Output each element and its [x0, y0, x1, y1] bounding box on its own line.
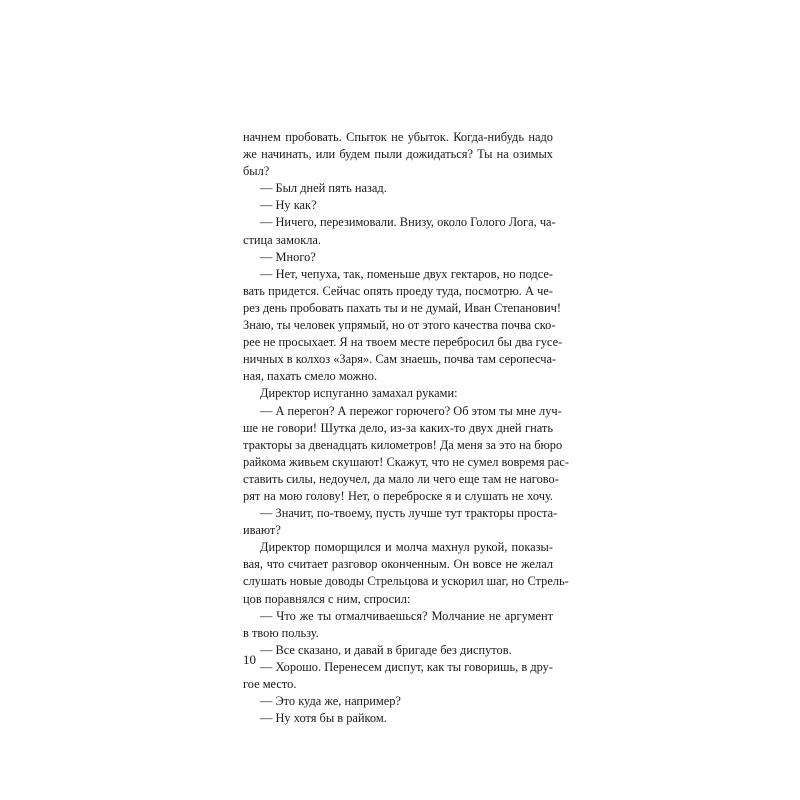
text-line: вая, что считает разговор оконченным. Он вовсе не желал: [243, 557, 553, 572]
text-line: цов поравнялся с ним, спросил:: [243, 591, 411, 606]
text-line: — Что же ты отмалчиваешься? Молчание не аргумент: [260, 608, 553, 623]
text-line: — Был дней пять назад.: [260, 181, 387, 196]
text-line: Директор испуганно замахал руками:: [260, 386, 458, 401]
text-line: стица замокла.: [243, 232, 322, 247]
page-number: 10: [243, 652, 256, 667]
text-line: Директор поморщился и молча махнул рукой, показы-: [260, 540, 553, 555]
text-line: ивают?: [243, 523, 281, 538]
text-line: начнем пробовать. Спыток не убыток. Когда-нибудь надо: [243, 130, 553, 144]
text-line: Знаю, ты человек упрямый, но от этого качества почва ско-: [243, 318, 556, 333]
text-line: — Хорошо. Перенесем диспут, как ты говоришь, в дру-: [260, 659, 553, 674]
text-line: — Нет, чепуха, так, поменьше двух гектаров, но подсе-: [260, 266, 553, 281]
text-line: ничных в колхоз «Заря». Сам знаешь, почва там серопесча-: [243, 352, 557, 367]
text-line: — Ну хотя бы в райком.: [260, 711, 387, 726]
text-line: — А перегон? А пережог горючего? Об этом ты мне луч-: [260, 403, 562, 418]
text-line: — Это куда же, например?: [260, 694, 401, 709]
text-line: рее не просыхает. Я на твоем месте перебросил бы два гусе-: [243, 335, 563, 350]
text-line: слушать новые доводы Стрельцова и ускорил шаг, но Стрель-: [243, 574, 569, 589]
text-line: был?: [243, 164, 270, 179]
text-line: рят на мою голову! Нет, о переброске я и слушать не хочу.: [243, 488, 553, 503]
text-line: в твою пользу.: [243, 625, 319, 640]
text-line: — Все сказано, и давай в бригаде без диспутов.: [260, 642, 512, 657]
text-line: райкома живьем скушают! Скажут, что не сумел вовремя рас-: [243, 454, 569, 469]
text-line: ная, пахать смело можно.: [243, 369, 378, 384]
text-line: же начинать, или будем пыли дожидаться? Ты на озимых: [243, 147, 553, 162]
body-text: [243, 129, 569, 727]
text-line: ставить силы, недоучел, да мало ли чего еще там не нагово-: [243, 471, 559, 486]
text-line: — Значит, по-твоему, пусть лучше тут тракторы проста-: [260, 506, 558, 521]
text-line: тракторы за двенадцать километров! Да меня за это на бюро: [243, 437, 563, 452]
text-line: вать придется. Сейчас опять проеду туда, посмотрю. А че-: [243, 283, 553, 298]
text-line: — Ну как?: [260, 198, 317, 213]
text-line: — Ничего, перезимовали. Внизу, около Голого Лога, ча-: [260, 215, 556, 230]
text-line: ше не говори! Шутка дело, из-за каких-то двух дней гнать: [243, 420, 553, 435]
text-line: гое место.: [243, 677, 297, 691]
text-line: рез день пробовать пахать ты и не думай, Иван Степанович!: [243, 300, 561, 315]
text-line: — Много?: [260, 249, 316, 264]
